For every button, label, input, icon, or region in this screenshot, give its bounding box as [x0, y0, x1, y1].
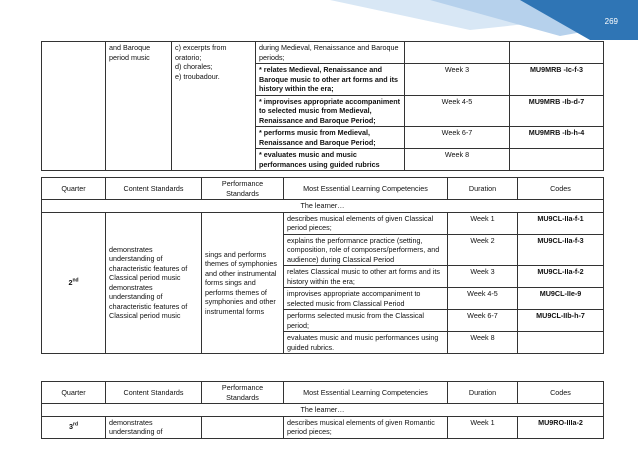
code-cell	[510, 149, 604, 171]
duration-cell: Week 2	[448, 234, 518, 266]
learner-label: The learner…	[42, 404, 604, 417]
first-quarter-continued-table	[41, 41, 604, 171]
duration-cell: Week 6-7	[405, 127, 510, 149]
header-competencies: Most Essential Learning Competencies	[284, 178, 448, 200]
quarter-number: 2	[68, 278, 73, 287]
competency-cell: * relates Medieval, Renaissance and Baroque music to other art forms and its history within the era;	[256, 64, 405, 96]
code-cell	[518, 332, 604, 354]
table-header-row	[42, 382, 604, 404]
duration-cell: Week 6-7	[448, 310, 518, 332]
code-cell: MU9MRB -Ib-h-4	[510, 127, 604, 149]
header-competencies: Most Essential Learning Competencies	[284, 382, 448, 404]
table-row	[42, 42, 604, 64]
duration-cell: Week 3	[405, 64, 510, 96]
quarter-cell	[42, 416, 106, 438]
competency-cell: * performs music from Medieval, Renaissance and Baroque Period;	[256, 127, 405, 149]
learner-row	[42, 200, 604, 213]
code-cell: MU9RO-IIIa-2	[518, 416, 604, 438]
code-cell: MU9CL-IIb-h-7	[518, 310, 604, 332]
performance-item: d) chorales;	[175, 62, 213, 71]
competency-cell: * improvises appropriate accompaniment to selected music from Medieval, Renaissance and Baroque Period;	[256, 95, 405, 127]
duration-cell	[405, 42, 510, 64]
table-row	[42, 416, 604, 438]
code-cell: MU9CL-IIe-9	[518, 288, 604, 310]
header-banner	[0, 0, 638, 40]
competency-cell: * evaluates music and music performances using guided rubrics	[256, 149, 405, 171]
competency-cell: performs selected music from the Classical period;	[284, 310, 448, 332]
header-performance-standards: Performance Standards	[202, 178, 284, 200]
header-performance-standards: Performance Standards	[202, 382, 284, 404]
duration-cell: Week 4-5	[448, 288, 518, 310]
duration-cell: Week 1	[448, 212, 518, 234]
learner-row	[42, 404, 604, 417]
quarter-suffix: rd	[73, 421, 78, 428]
performance-item: c) excerpts from oratorio;	[175, 43, 227, 62]
competency-cell: improvises appropriate accompaniment to selected music from Classical Period	[284, 288, 448, 310]
duration-cell: Week 8	[448, 332, 518, 354]
header-duration: Duration	[448, 178, 518, 200]
table-row	[42, 212, 604, 234]
third-quarter-table	[41, 381, 604, 439]
competency-cell: explains the performance practice (setting, composition, role of composers/performers, and audience) during Classical Period	[284, 234, 448, 266]
competency-cell: evaluates music and music performances using guided rubrics.	[284, 332, 448, 354]
performance-standard-cell	[172, 42, 256, 171]
code-cell: MU9CL-IIa-f-3	[518, 234, 604, 266]
quarter-cell	[42, 42, 106, 171]
header-content-standards: Content Standards	[106, 382, 202, 404]
learner-label: The learner…	[42, 200, 604, 213]
header-quarter: Quarter	[42, 178, 106, 200]
code-cell: MU9CL-IIa-f-2	[518, 266, 604, 288]
performance-item: e) troubadour.	[175, 71, 220, 81]
code-cell: MU9MRB -Ib-d-7	[510, 95, 604, 127]
code-cell: MU9CL-IIa-f-1	[518, 212, 604, 234]
competency-cell: during Medieval, Renaissance and Baroque periods;	[256, 42, 405, 64]
content-standard-cell: and Baroque period music	[106, 42, 172, 171]
header-quarter: Quarter	[42, 382, 106, 404]
header-codes: Codes	[518, 178, 604, 200]
header-codes: Codes	[518, 382, 604, 404]
duration-cell: Week 3	[448, 266, 518, 288]
performance-standard-cell: sings and performs themes of symphonies and other instrumental forms sings and performs themes of symphonies and other instrumental forms	[202, 212, 284, 354]
page-number: 269	[604, 17, 618, 26]
competency-cell: describes musical elements of given Romantic period pieces;	[284, 416, 448, 438]
competency-cell: describes musical elements of given Classical period pieces;	[284, 212, 448, 234]
second-quarter-table	[41, 177, 604, 354]
quarter-cell	[42, 212, 106, 354]
quarter-suffix: nd	[72, 277, 79, 284]
duration-cell: Week 4-5	[405, 95, 510, 127]
code-cell	[510, 42, 604, 64]
table-header-row	[42, 178, 604, 200]
content-standard-cell: demonstrates understanding of characteristic features of Classical period music demonstrates understanding of characteristic features of Classical period music	[106, 212, 202, 354]
duration-cell: Week 8	[405, 149, 510, 171]
duration-cell: Week 1	[448, 416, 518, 438]
quarter-number: 3	[69, 422, 73, 432]
header-content-standards: Content Standards	[106, 178, 202, 200]
header-duration: Duration	[448, 382, 518, 404]
code-cell: MU9MRB -Ic-f-3	[510, 64, 604, 96]
performance-standard-cell	[202, 416, 284, 438]
content-standard-cell: demonstrates understanding of	[106, 416, 202, 438]
competency-cell: relates Classical music to other art forms and its history within the era;	[284, 266, 448, 288]
